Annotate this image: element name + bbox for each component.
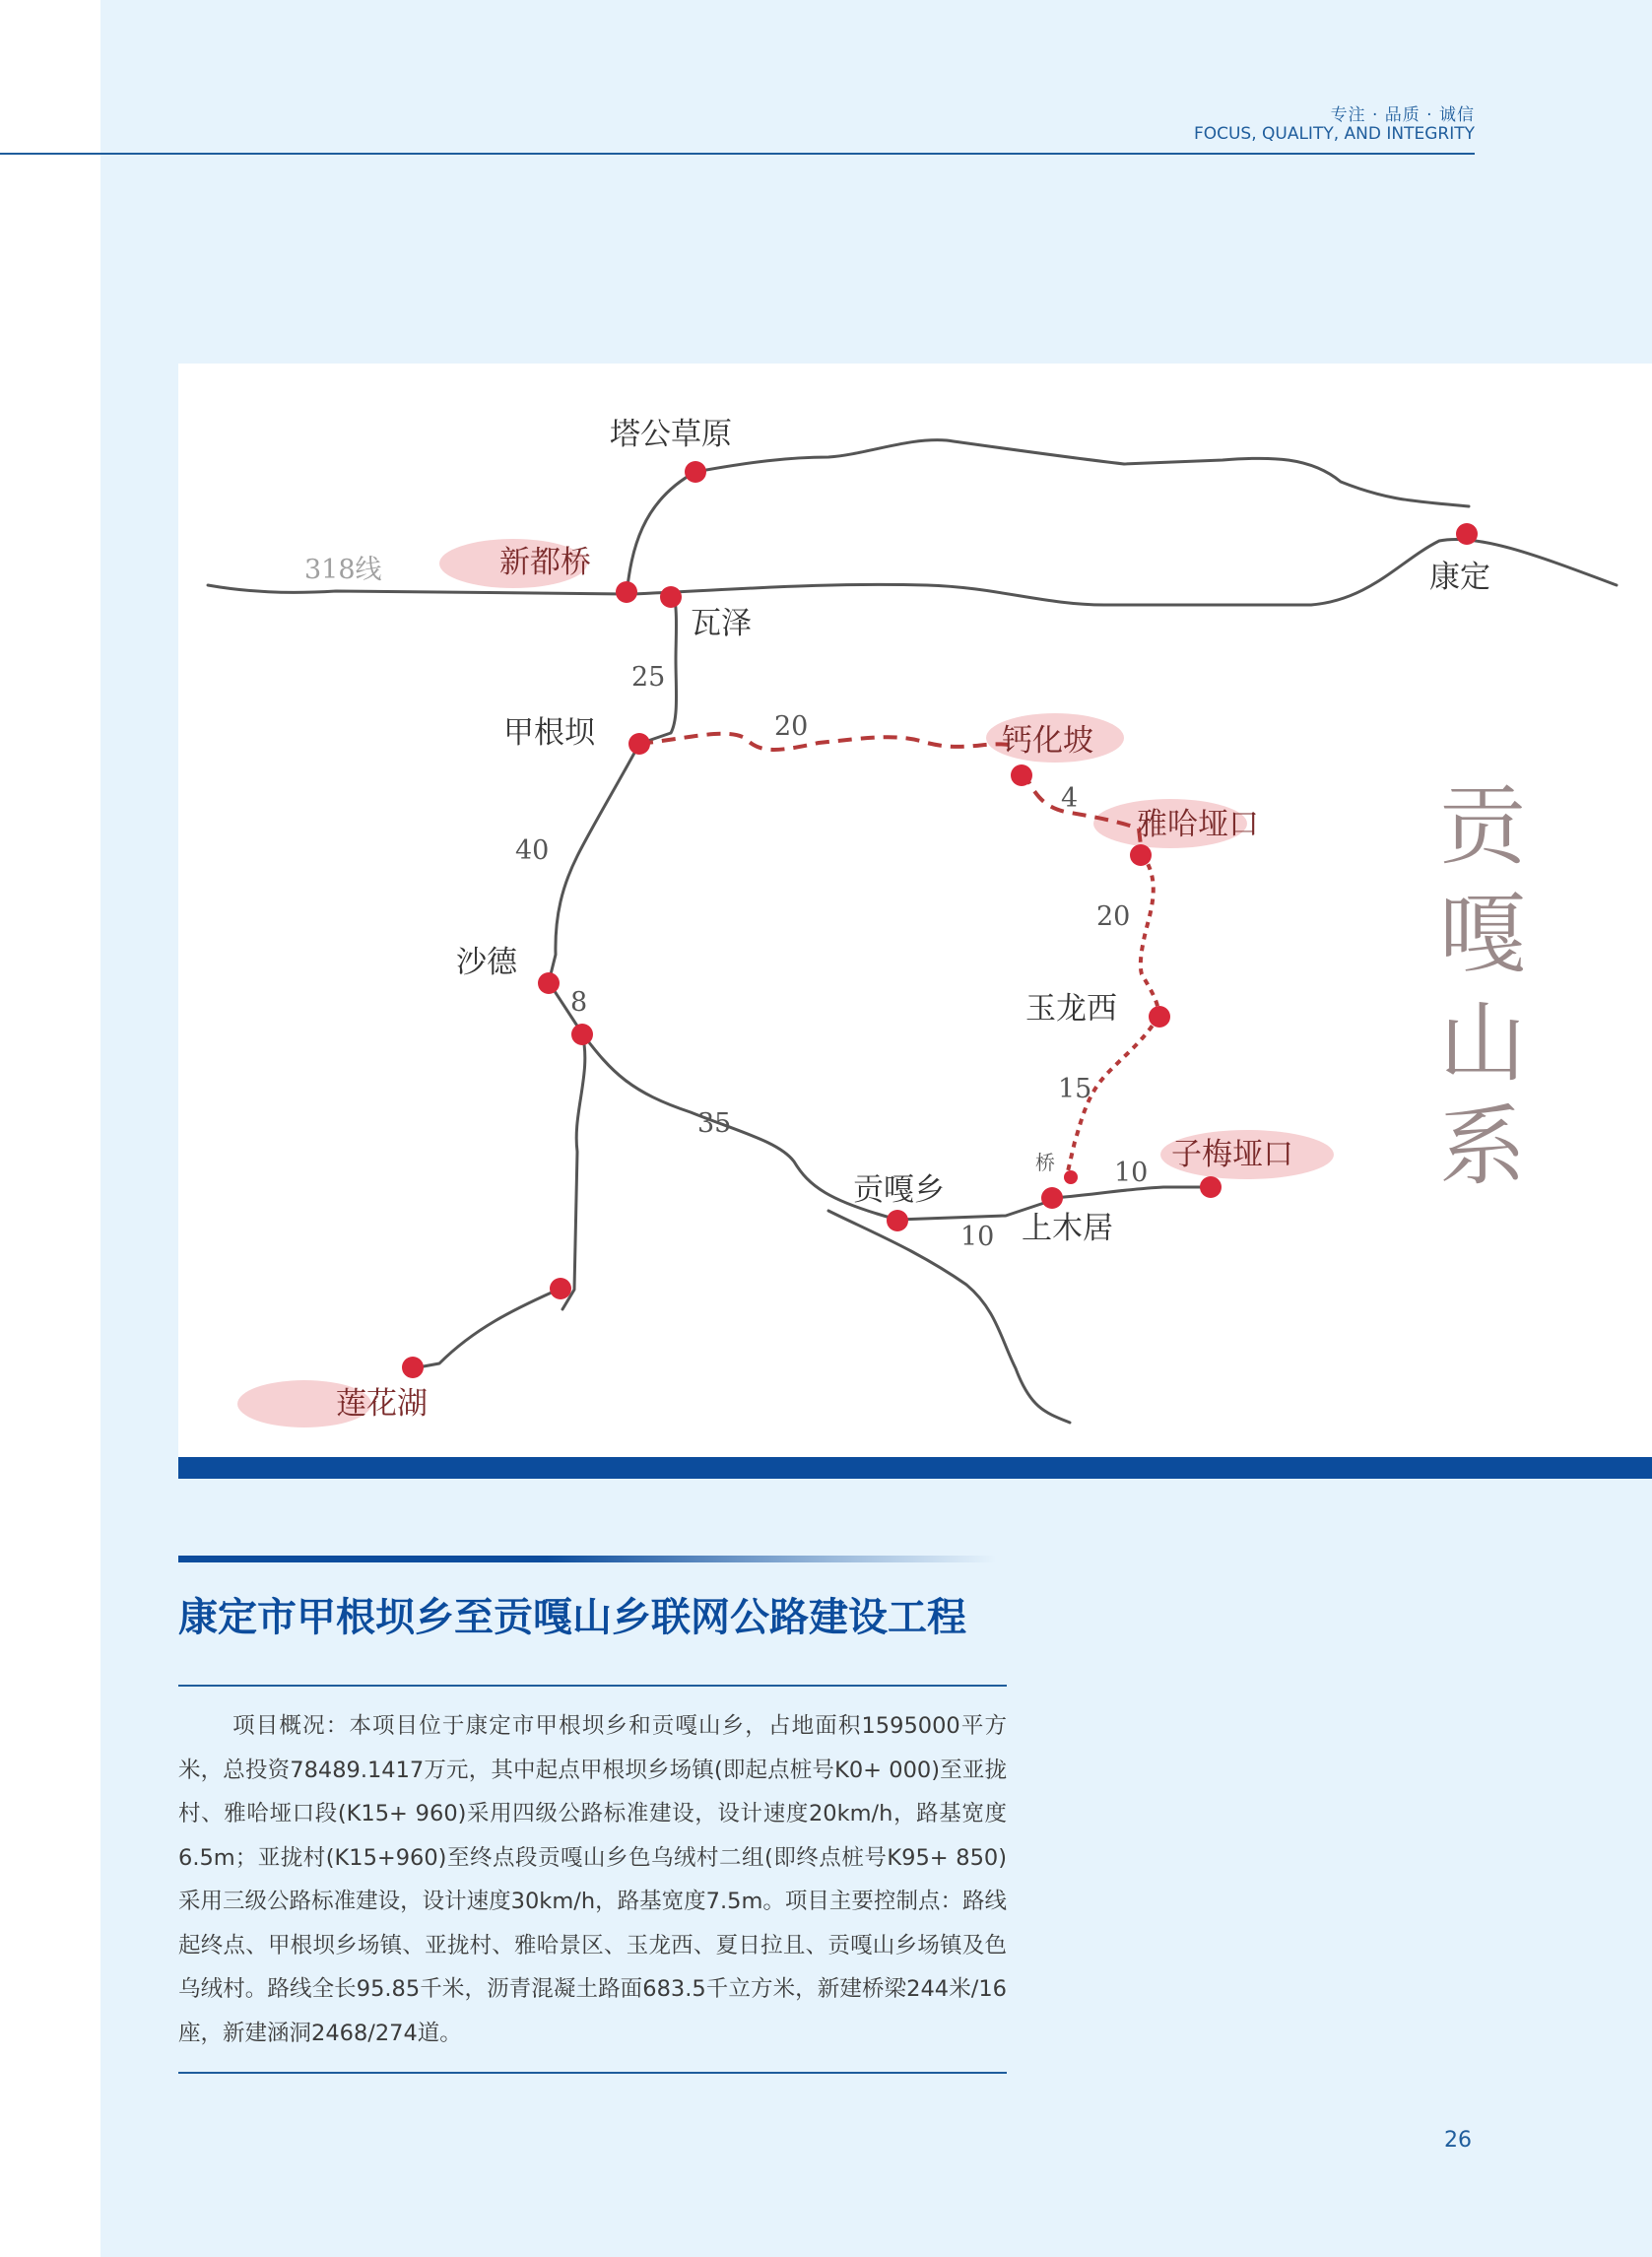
map-bottom-bar [178, 1457, 1652, 1479]
label-mountain-2: 嘎 [1439, 884, 1527, 985]
distance-shangmuju-zimeiyakou: 10 [1114, 1158, 1149, 1188]
distance-shade-junction: 8 [570, 987, 588, 1018]
route-map [178, 364, 1652, 1457]
body-divider [178, 2072, 1007, 2074]
article-title: 康定市甲根坝乡至贡嘎山乡联网公路建设工程 [178, 1595, 966, 1640]
label-road-318: 318线 [304, 555, 382, 585]
road-jiagenba-shade [549, 744, 639, 982]
label-jiagenba: 甲根坝 [503, 715, 595, 751]
distance-jiagenba-gaihuapo: 20 [774, 711, 809, 742]
dot-lianhuahu [402, 1357, 424, 1378]
dot-waze [660, 586, 682, 608]
distance-gaihuapo-yahayakou: 4 [1061, 783, 1079, 814]
dot-yahayakou [1130, 844, 1152, 866]
road-shangmuju-zimei [1052, 1187, 1208, 1198]
article-body-text: 项目概况：本项目位于康定市甲根坝乡和贡嘎山乡，占地面积1595000平方米，总投资78489.1417万元，其中起点甲根坝乡场镇(即起点桩号K0+ 000)至亚拢村、雅哈垭口段(K15+ 960)采用四级公路标准建设，设计速度20km/h，路基宽度6.5m；亚拢村(K15+960)至终点段贡嘎山乡色乌绒村二组(即终点桩号K95+ 850)采用三级公路标准建设，设计速度30km/h，路基宽度7.5m。项目主要控制点：路线起终点、甲根坝乡场镇、亚拢村、雅哈景区、玉龙西、夏日拉且、贡嘎山乡场镇及色乌绒村。路线全长95.85千米，沥青混凝土路面683.5千立方米，新建桥梁244米/16座，新建涵洞2468/274道。 [178, 1713, 1007, 2046]
article-body [178, 1704, 1007, 2055]
dot-shangmuju [1041, 1187, 1063, 1209]
dot-bridge [1064, 1170, 1078, 1184]
label-mountain-3: 山 [1439, 992, 1527, 1094]
distance-waze-jiagenba: 25 [631, 662, 666, 693]
road-tagong-loop [627, 440, 1469, 594]
label-mountain-1: 贡 [1439, 775, 1527, 877]
road-pushaorong-lianhuahu [413, 1288, 562, 1368]
dot-zimeiyakou [1200, 1176, 1222, 1198]
route-jiagenba-gaihuapo [639, 734, 1016, 750]
route-yahayakou-yulongxi [1141, 854, 1158, 1014]
label-kangding: 康定 [1429, 560, 1490, 595]
label-gaihuapo: 钙化坡 [1002, 723, 1093, 759]
header-slogan-en: FOCUS, QUALITY, AND INTEGRITY [1193, 124, 1475, 144]
distance-junction-gonggaxiang: 35 [697, 1108, 732, 1139]
dot-junction [571, 1024, 593, 1045]
dot-yulongxi [1149, 1006, 1170, 1028]
route-map-svg [178, 364, 1652, 1457]
dot-gaihuapo [1011, 764, 1032, 786]
label-lianhuahu: 莲花湖 [336, 1386, 428, 1422]
distance-yahayakou-yulongxi: 20 [1096, 901, 1131, 932]
dot-shade [538, 972, 560, 994]
distance-yulongxi-bridge: 15 [1058, 1074, 1092, 1104]
title-accent-rule [178, 1556, 996, 1562]
dot-tagong [685, 461, 706, 483]
dot-jiagenba [628, 733, 650, 755]
label-gonggaxiang: 贡嘎乡 [853, 1172, 945, 1208]
dot-kangding [1456, 523, 1478, 545]
distance-jiagenba-shade: 40 [515, 835, 550, 866]
header-rule [0, 153, 1475, 155]
distance-gonggaxiang-shangmuju: 10 [960, 1222, 995, 1252]
label-xinduqiao: 新都桥 [499, 545, 591, 580]
label-shangmuju: 上木居 [1022, 1211, 1113, 1246]
label-mountain-4: 系 [1439, 1095, 1527, 1197]
label-tagong: 塔公草原 [610, 417, 732, 452]
road-318 [208, 539, 1617, 605]
label-yulongxi: 玉龙西 [1025, 991, 1117, 1027]
dot-pushaorong [550, 1278, 571, 1299]
label-shade: 沙德 [456, 945, 517, 980]
label-bridge: 桥 [1035, 1151, 1055, 1174]
page-number: 26 [1444, 2128, 1472, 2153]
label-zimeiyakou: 子梅垭口 [1171, 1137, 1293, 1172]
label-yahayakou: 雅哈垭口 [1137, 807, 1259, 842]
header-slogan-cn: 专注 · 品质 · 诚信 [1330, 105, 1475, 125]
label-waze: 瓦泽 [691, 606, 752, 641]
road-to-gongga [582, 1033, 1050, 1220]
dot-xinduqiao [616, 581, 637, 603]
title-divider [178, 1685, 1007, 1687]
dot-gonggaxiang [887, 1210, 908, 1231]
